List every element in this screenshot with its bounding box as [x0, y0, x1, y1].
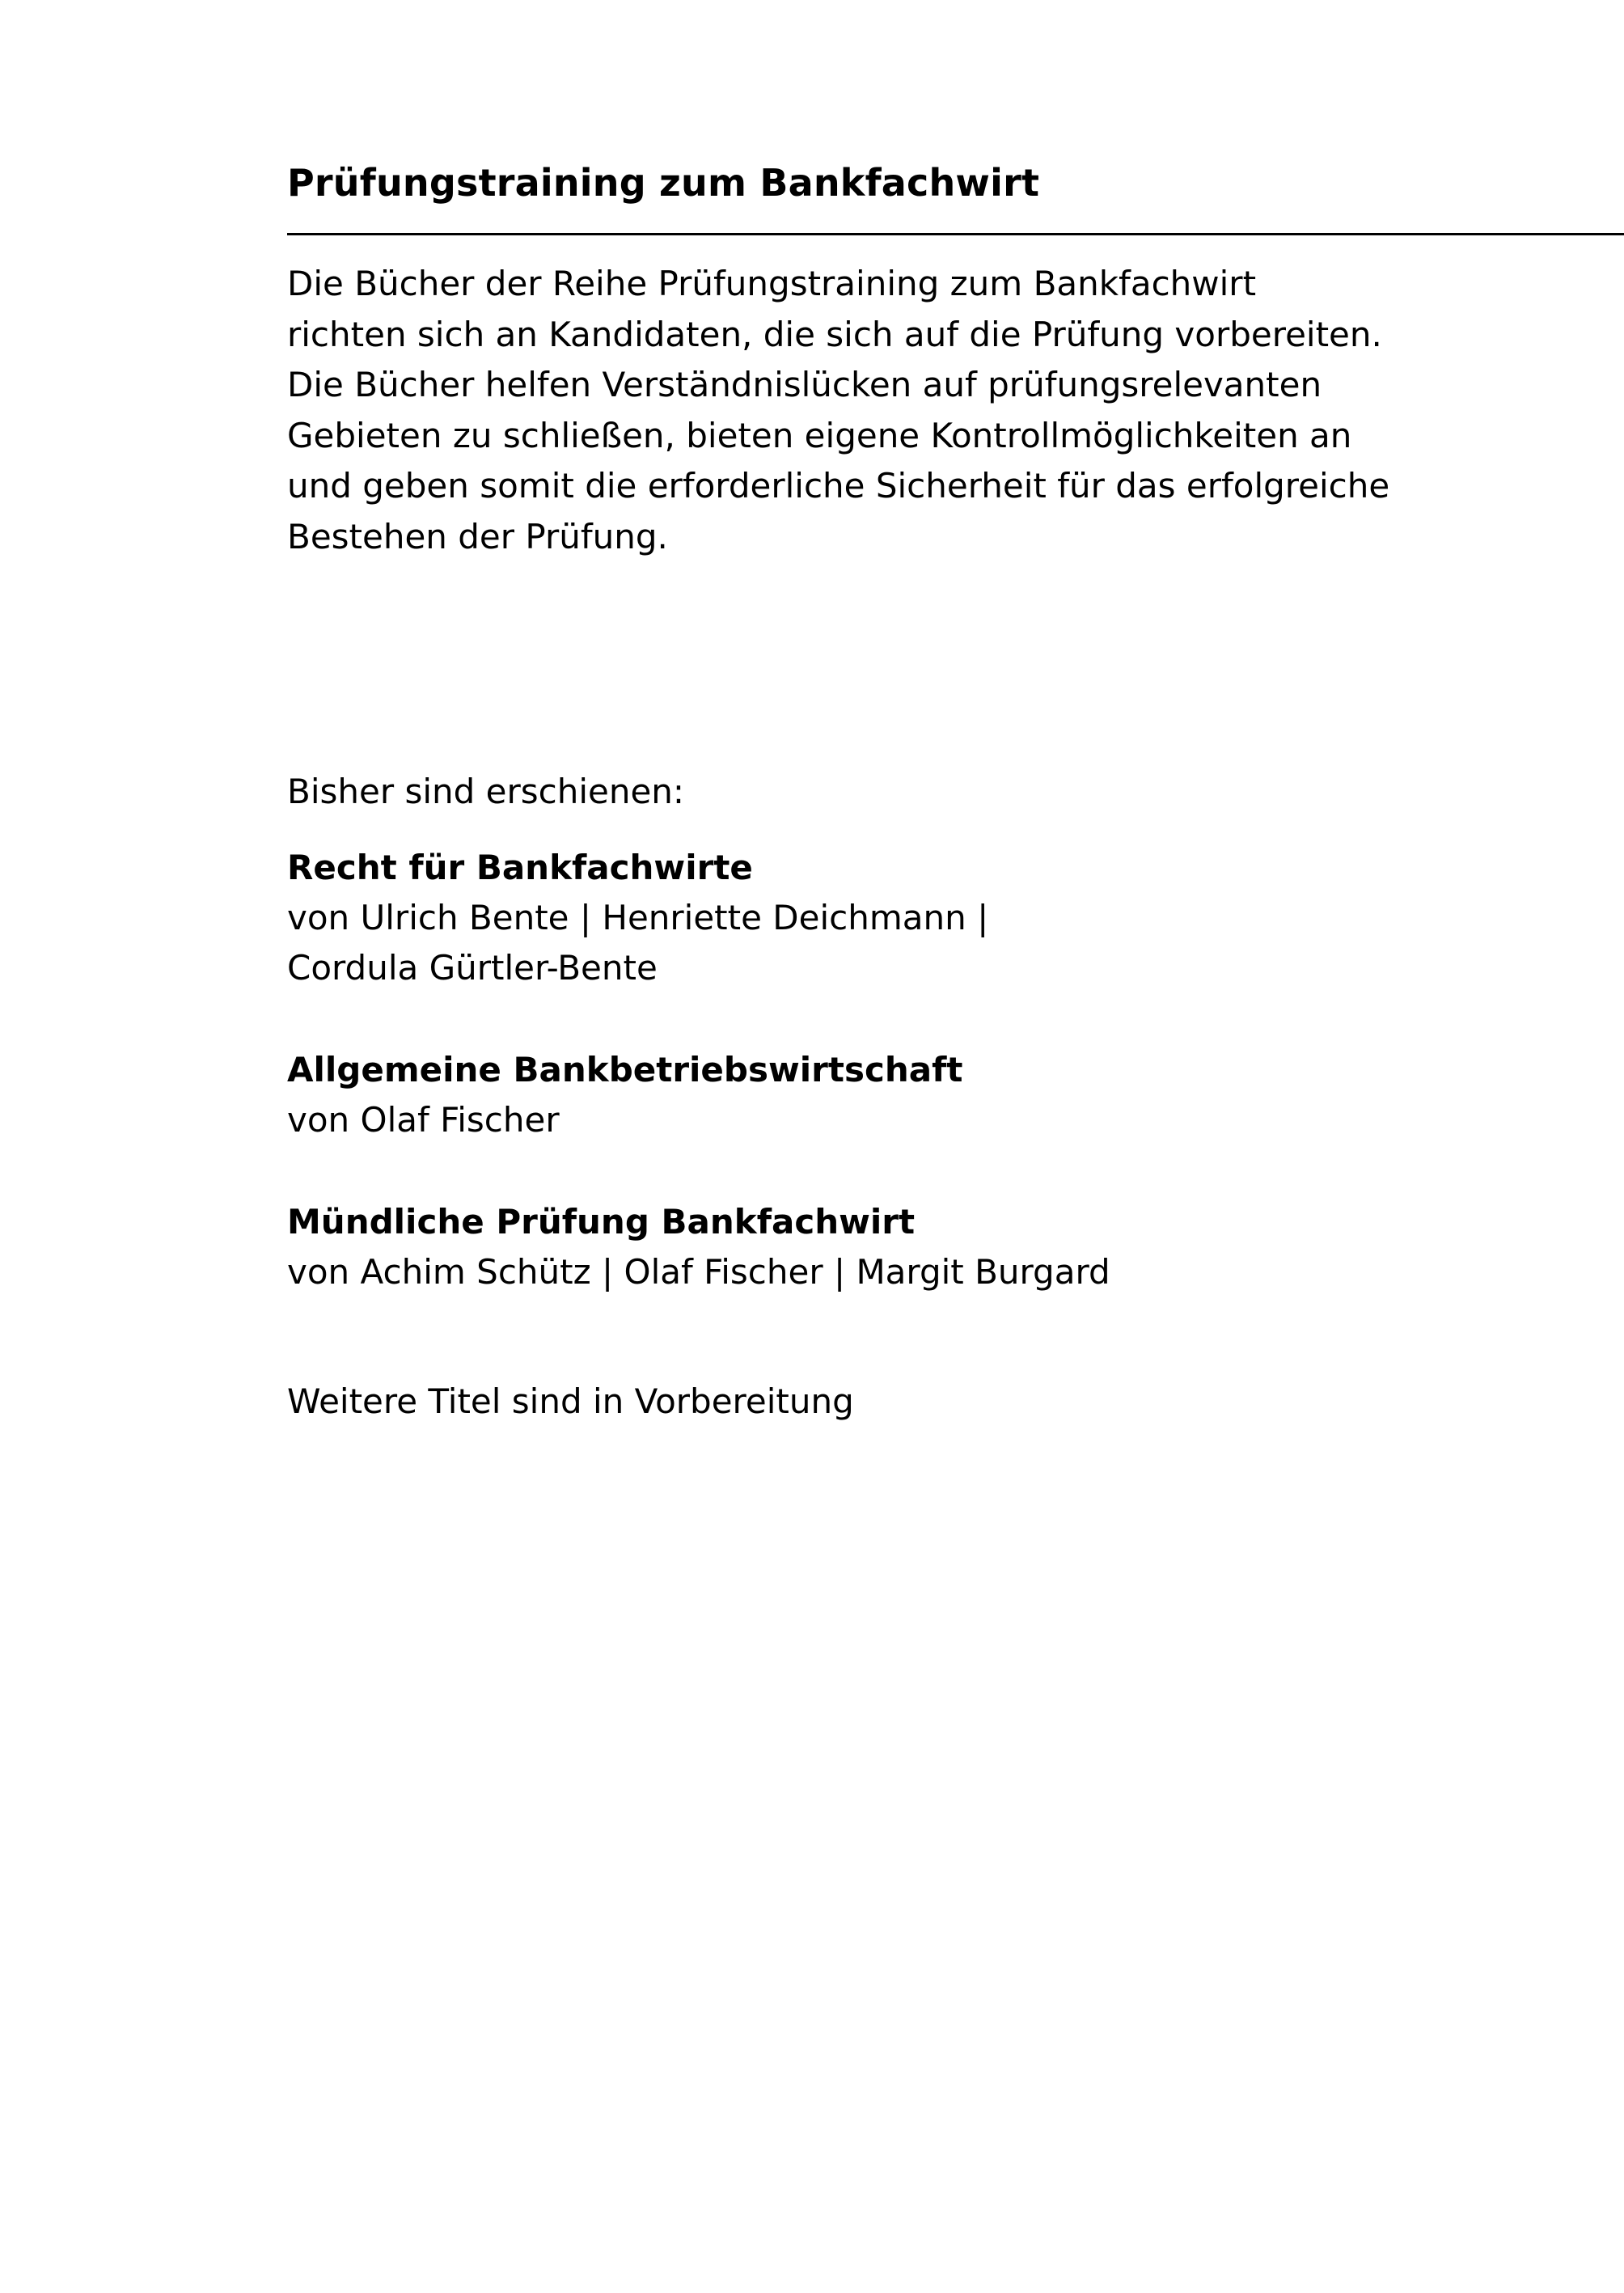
description-line: Bestehen der Prüfung. [287, 516, 668, 556]
book-title: Recht für Bankfachwirte [287, 848, 753, 887]
forthcoming-note: Weitere Titel sind in Vorbereitung [287, 1381, 854, 1421]
published-heading: Bisher sind erschienen: [287, 772, 685, 811]
book-authors: Cordula Gürtler-Bente [287, 948, 658, 988]
description-line: und geben somit die erforderliche Sicherheit für das erfolgreiche [287, 466, 1390, 506]
series-title: Prüfungstraining zum Bankfachwirt [287, 161, 1040, 205]
description-line: Die Bücher helfen Verständnislücken auf prüfungsrelevanten [287, 365, 1322, 404]
description-line: richten sich an Kandidaten, die sich auf die Prüfung vorbereiten. [287, 314, 1382, 354]
series-description [287, 259, 1500, 562]
book-authors: von Ulrich Bente | Henriette Deichmann | [287, 898, 989, 937]
description-line: Die Bücher der Reihe Prüfungstraining zum Bankfachwirt [287, 264, 1257, 303]
book-authors: von Achim Schütz | Olaf Fischer | Margit Burgard [287, 1252, 1110, 1292]
book-entry [287, 1045, 1500, 1145]
book-title: Allgemeine Bankbetriebswirtschaft [287, 1050, 963, 1089]
title-divider [287, 233, 1624, 235]
book-title: Mündliche Prüfung Bankfachwirt [287, 1202, 916, 1242]
description-line: Gebieten zu schließen, bieten eigene Kontrollmöglichkeiten an [287, 415, 1352, 455]
book-entry [287, 843, 1500, 993]
book-entry [287, 1197, 1500, 1297]
book-authors: von Olaf Fischer [287, 1100, 560, 1140]
